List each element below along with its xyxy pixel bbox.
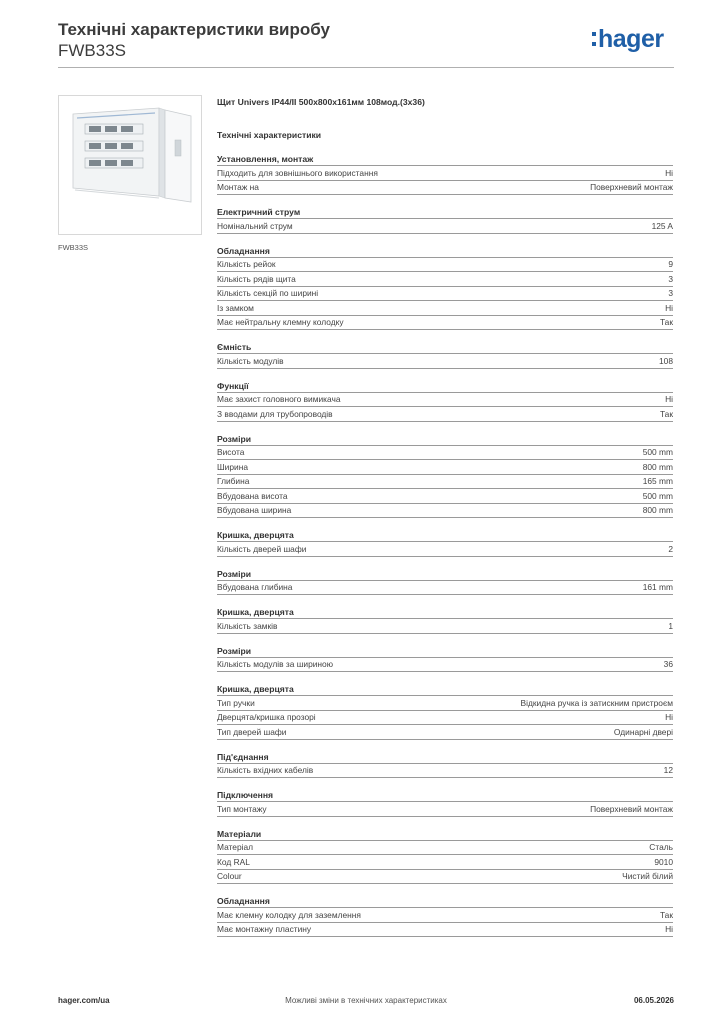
- spec-row: [217, 165, 673, 180]
- spec-value: 125 A: [651, 220, 673, 231]
- spec-value: Ні: [665, 712, 673, 723]
- spec-row: [217, 657, 673, 673]
- section-title: Кришка, дверцята: [217, 530, 294, 540]
- spec-value: 2: [668, 543, 673, 554]
- spec-label: Номінальний струм: [217, 220, 293, 231]
- spec-row: [217, 488, 673, 503]
- footer-notice: Можливі зміни в технічних характеристиках: [285, 996, 447, 1005]
- spec-row: [217, 618, 673, 634]
- spec-row: [217, 271, 673, 286]
- spec-section: [217, 606, 673, 634]
- spec-row: [217, 180, 673, 196]
- enclosure-photo-icon: [59, 96, 201, 234]
- spec-value: Чистий білий: [622, 871, 673, 882]
- spec-label: Вбудована висота: [217, 490, 288, 501]
- spec-section: [217, 245, 673, 331]
- spec-value: 161 mm: [642, 582, 673, 593]
- spec-value: Одинарні двері: [613, 726, 673, 737]
- spec-value: 108: [659, 355, 673, 366]
- spec-label: Має нейтральну клемну колодку: [217, 317, 344, 328]
- spec-value: 9010: [654, 856, 673, 867]
- spec-section: [217, 751, 673, 779]
- page-title: Технічні характеристики виробу: [58, 20, 330, 39]
- spec-row: [217, 353, 673, 369]
- spec-row: [217, 763, 673, 779]
- spec-value: Сталь: [649, 842, 673, 853]
- spec-label: Ширина: [217, 461, 248, 472]
- spec-row: [217, 801, 673, 817]
- spec-value: Так: [659, 317, 673, 328]
- spec-label: Має клемну колодку для заземлення: [217, 909, 361, 920]
- spec-value: 3: [668, 273, 673, 284]
- spec-section: [217, 380, 673, 422]
- spec-label: Вбудована ширина: [217, 505, 292, 516]
- section-title: Кришка, дверцята: [217, 684, 294, 694]
- section-title: Матеріали: [217, 828, 262, 839]
- logo-text: hager: [598, 25, 664, 53]
- header-divider: [58, 67, 674, 68]
- spec-row: [217, 541, 673, 557]
- spec-row: [217, 710, 673, 725]
- spec-value: Ні: [665, 924, 673, 935]
- spec-label: Кількість рейок: [217, 259, 276, 270]
- spec-label: Висота: [217, 447, 245, 458]
- spec-label: Монтаж на: [217, 182, 259, 193]
- spec-row: [217, 854, 673, 869]
- spec-label: Глибина: [217, 476, 250, 487]
- spec-label: Тип ручки: [217, 697, 255, 708]
- section-title: Обладнання: [217, 245, 270, 256]
- product-photo: [58, 95, 202, 235]
- spec-row: [217, 459, 673, 474]
- spec-value: 800 mm: [642, 461, 673, 472]
- spec-section: [217, 895, 673, 937]
- spec-row: [217, 724, 673, 740]
- spec-row: [217, 580, 673, 596]
- photo-caption: FWB33S: [58, 243, 89, 252]
- spec-label: Кількість вхідних кабелів: [217, 765, 314, 776]
- spec-label: Код RAL: [217, 856, 250, 867]
- spec-section: [217, 206, 673, 234]
- spec-sections: [217, 153, 673, 937]
- section-title: Ємність: [217, 342, 252, 352]
- spec-section: [217, 828, 673, 885]
- footer-date: 06.05.2026: [633, 996, 674, 1005]
- spec-row: [217, 300, 673, 315]
- spec-section: [217, 529, 673, 557]
- spec-value: Відкидна ручка із затискним пристроєм: [520, 697, 673, 708]
- section-title: Установлення, монтаж: [217, 154, 314, 164]
- spec-section: [217, 153, 673, 195]
- spec-section: [217, 645, 673, 673]
- spec-label: Кількість замків: [217, 620, 278, 631]
- spec-row: [217, 869, 673, 885]
- spec-value: Ні: [665, 302, 673, 313]
- spec-label: Має монтажну пластину: [217, 924, 312, 935]
- spec-label: Кількість дверей шафи: [217, 543, 307, 554]
- spec-label: Має захист головного вимикача: [217, 394, 341, 405]
- spec-label: Colour: [217, 871, 242, 882]
- spec-section: [217, 568, 673, 596]
- spec-label: Дверцята/кришка прозорі: [217, 712, 316, 723]
- spec-section: [217, 341, 673, 369]
- section-title: Розміри: [217, 433, 251, 444]
- spec-row: [217, 695, 673, 710]
- section-title: Під'єднання: [217, 751, 269, 762]
- spec-label: Із замком: [217, 302, 254, 313]
- product-code: FWB33S: [58, 41, 127, 60]
- spec-value: Ні: [665, 394, 673, 405]
- spec-row: [217, 392, 673, 407]
- spec-row: [217, 315, 673, 331]
- spec-section: [217, 683, 673, 740]
- spec-row: [217, 286, 673, 301]
- spec-row: [217, 503, 673, 519]
- spec-label: Кількість рядів щита: [217, 273, 296, 284]
- spec-label: З вводами для трубопроводів: [217, 408, 333, 419]
- spec-value: 1: [668, 620, 673, 631]
- spec-row: [217, 445, 673, 460]
- specs-heading: Технічні характеристики: [217, 130, 322, 140]
- section-title: Функції: [217, 380, 249, 391]
- spec-row: [217, 840, 673, 855]
- spec-value: Поверхневий монтаж: [590, 182, 673, 193]
- section-title: Електричний струм: [217, 207, 301, 217]
- spec-section: [217, 433, 673, 519]
- spec-value: Так: [659, 909, 673, 920]
- section-title: Обладнання: [217, 896, 270, 906]
- logo-dots-icon: [592, 32, 596, 46]
- hager-logo: [592, 26, 664, 56]
- spec-value: 500 mm: [642, 490, 673, 501]
- spec-label: Кількість модулів: [217, 355, 284, 366]
- section-title: Розміри: [217, 645, 251, 656]
- footer-website: hager.com/ua: [58, 996, 110, 1005]
- spec-label: Тип дверей шафи: [217, 726, 287, 737]
- spec-value: 500 mm: [642, 447, 673, 458]
- spec-row: [217, 907, 673, 922]
- spec-sheet: [217, 95, 673, 937]
- spec-row: [217, 474, 673, 489]
- spec-label: Кількість модулів за шириною: [217, 659, 333, 670]
- spec-row: [217, 218, 673, 234]
- spec-value: 12: [663, 765, 673, 776]
- spec-label: Тип монтажу: [217, 803, 267, 814]
- spec-label: Матеріал: [217, 842, 254, 853]
- spec-value: 36: [663, 659, 673, 670]
- spec-value: Ні: [665, 167, 673, 178]
- product-title: Щит Univers IP44/II 500x800x161мм 108мод.(3x36): [217, 97, 425, 107]
- spec-row: [217, 406, 673, 422]
- section-title: Розміри: [217, 568, 251, 579]
- spec-value: 165 mm: [642, 476, 673, 487]
- section-title: Кришка, дверцята: [217, 607, 294, 617]
- spec-row: [217, 922, 673, 938]
- spec-label: Підходить для зовнішнього використання: [217, 167, 378, 178]
- spec-row: [217, 257, 673, 272]
- spec-value: 3: [668, 288, 673, 299]
- section-title: Підключення: [217, 790, 274, 800]
- spec-value: Поверхневий монтаж: [590, 803, 673, 814]
- spec-value: Так: [659, 408, 673, 419]
- spec-section: [217, 789, 673, 817]
- spec-value: 9: [668, 259, 673, 270]
- spec-label: Кількість секцій по ширині: [217, 288, 319, 299]
- spec-label: Вбудована глибина: [217, 582, 293, 593]
- spec-value: 800 mm: [642, 505, 673, 516]
